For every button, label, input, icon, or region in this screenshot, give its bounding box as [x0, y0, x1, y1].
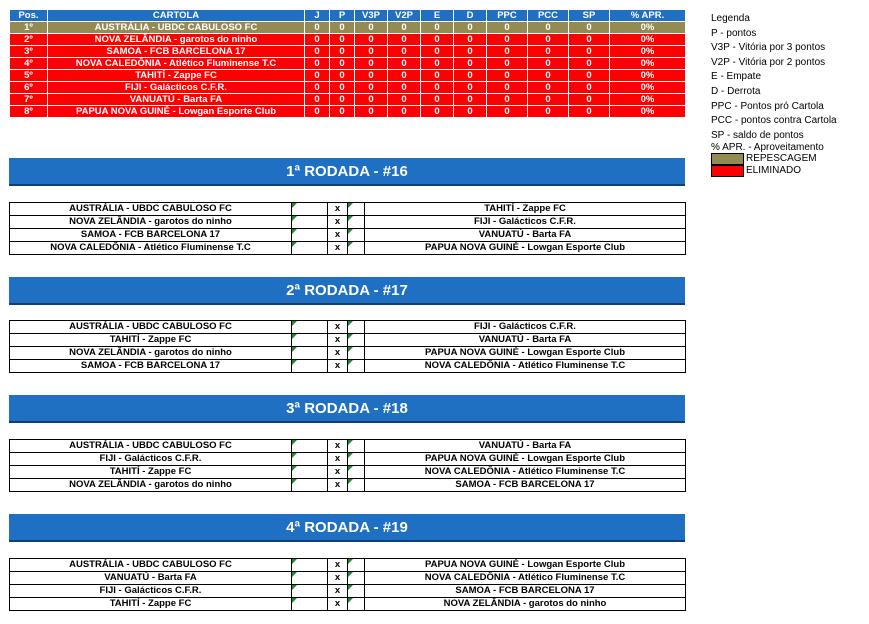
- versus-label: x: [328, 360, 348, 373]
- home-team: AUSTRÁLIA - UBDC CABULOSO FC: [10, 559, 292, 572]
- standings-row: [10, 70, 686, 82]
- versus-label: x: [328, 321, 348, 334]
- standings-cell-apr: 0%: [610, 94, 686, 106]
- standings-cell-apr: 0%: [610, 58, 686, 70]
- round-banner: 3ª RODADA - #18: [9, 395, 685, 423]
- versus-label: x: [328, 440, 348, 453]
- standings-cell-team: SAMOA - FCB BARCELONA 17: [48, 46, 305, 58]
- match-row: [10, 466, 686, 479]
- legend-eliminado: [711, 165, 837, 177]
- standings-cell-sp: 0: [569, 106, 610, 118]
- standings-cell-e: 0: [421, 70, 454, 82]
- away-score-input[interactable]: [348, 453, 365, 466]
- standings-cell-pcc: 0: [528, 58, 569, 70]
- standings-cell-pcc: 0: [528, 70, 569, 82]
- standings-cell-ppc: 0: [487, 34, 528, 46]
- away-score-input[interactable]: [348, 466, 365, 479]
- away-score-input[interactable]: [348, 572, 365, 585]
- standings-cell-team: VANUATÚ - Barta FA: [48, 94, 305, 106]
- home-team: NOVA ZELÂNDIA - garotos do ninho: [10, 216, 292, 229]
- standings-cell-j: 0: [305, 58, 330, 70]
- standings-cell-team: TAHITÍ - Zappe FC: [48, 70, 305, 82]
- standings-cell-v3p: 0: [355, 82, 388, 94]
- home-score-input[interactable]: [292, 216, 328, 229]
- home-score-input[interactable]: [292, 321, 328, 334]
- standings-cell-p: 0: [330, 70, 355, 82]
- match-row: [10, 440, 686, 453]
- standings-row: [10, 106, 686, 118]
- standings-cell-ppc: 0: [487, 22, 528, 34]
- standings-cell-team: FIJI - Galácticos C.F.R.: [48, 82, 305, 94]
- header-ppc: PPC: [487, 10, 528, 22]
- legend-title: Legenda: [711, 13, 750, 24]
- standings-cell-j: 0: [305, 70, 330, 82]
- matches-table: [9, 320, 686, 373]
- standings-cell-j: 0: [305, 106, 330, 118]
- standings-cell-apr: 0%: [610, 70, 686, 82]
- home-team: NOVA CALEDÔNIA - Atlético Fluminense T.C: [10, 242, 292, 255]
- header-p: P: [330, 10, 355, 22]
- versus-label: x: [328, 229, 348, 242]
- standings-cell-j: 0: [305, 22, 330, 34]
- away-team: VANUATÚ - Barta FA: [365, 229, 686, 242]
- standings-row: [10, 34, 686, 46]
- versus-label: x: [328, 203, 348, 216]
- match-row: [10, 229, 686, 242]
- home-score-input[interactable]: [292, 598, 328, 611]
- standings-cell-p: 0: [330, 82, 355, 94]
- away-score-input[interactable]: [348, 203, 365, 216]
- standings-cell-apr: 0%: [610, 106, 686, 118]
- match-row: [10, 334, 686, 347]
- standings-cell-j: 0: [305, 46, 330, 58]
- home-team: TAHITÍ - Zappe FC: [10, 466, 292, 479]
- standings-cell-p: 0: [330, 34, 355, 46]
- header-pos: Pos.: [10, 10, 48, 22]
- standings-header-row: [10, 10, 686, 22]
- matches-table: [9, 439, 686, 492]
- standings-cell-v2p: 0: [388, 22, 421, 34]
- standings-cell-pos: 6º: [10, 82, 48, 94]
- home-team: TAHITÍ - Zappe FC: [10, 598, 292, 611]
- legend-item: E - Empate: [711, 71, 762, 83]
- home-score-input[interactable]: [292, 334, 328, 347]
- standings-cell-v3p: 0: [355, 70, 388, 82]
- match-row: [10, 559, 686, 572]
- standings-cell-p: 0: [330, 46, 355, 58]
- away-team: TAHITÍ - Zappe FC: [365, 203, 686, 216]
- standings-cell-pos: 7º: [10, 94, 48, 106]
- header-sp: SP: [569, 10, 610, 22]
- home-score-input[interactable]: [292, 440, 328, 453]
- standings-cell-v3p: 0: [355, 58, 388, 70]
- standings-cell-d: 0: [454, 46, 487, 58]
- standings-cell-pos: 5º: [10, 70, 48, 82]
- standings-cell-v2p: 0: [388, 46, 421, 58]
- standings-cell-p: 0: [330, 22, 355, 34]
- standings-cell-pcc: 0: [528, 34, 569, 46]
- away-team: PAPUA NOVA GUINÉ - Lowgan Esporte Club: [365, 453, 686, 466]
- legend-item: V2P - Vitória por 2 pontos: [711, 56, 826, 68]
- standings-cell-sp: 0: [569, 46, 610, 58]
- away-team: VANUATÚ - Barta FA: [365, 440, 686, 453]
- standings-cell-d: 0: [454, 34, 487, 46]
- home-score-input[interactable]: [292, 229, 328, 242]
- versus-label: x: [328, 559, 348, 572]
- standings-row: [10, 82, 686, 94]
- versus-label: x: [328, 585, 348, 598]
- standings-cell-pos: 3º: [10, 46, 48, 58]
- match-row: [10, 453, 686, 466]
- legend-item: % APR. - Aproveitamento: [711, 142, 824, 154]
- away-score-input[interactable]: [348, 479, 365, 492]
- away-score-input[interactable]: [348, 598, 365, 611]
- standings-cell-apr: 0%: [610, 34, 686, 46]
- away-score-input[interactable]: [348, 360, 365, 373]
- standings-cell-j: 0: [305, 34, 330, 46]
- eliminado-swatch: [711, 165, 744, 177]
- away-team: SAMOA - FCB BARCELONA 17: [365, 479, 686, 492]
- legend-repescagem: [711, 153, 837, 165]
- away-team: PAPUA NOVA GUINÉ - Lowgan Esporte Club: [365, 242, 686, 255]
- standings-cell-j: 0: [305, 82, 330, 94]
- standings-cell-v2p: 0: [388, 58, 421, 70]
- away-team: PAPUA NOVA GUINÉ - Lowgan Esporte Club: [365, 559, 686, 572]
- home-team: SAMOA - FCB BARCELONA 17: [10, 360, 292, 373]
- away-team: PAPUA NOVA GUINÉ - Lowgan Esporte Club: [365, 347, 686, 360]
- round-banner: 2ª RODADA - #17: [9, 277, 685, 305]
- standings-cell-e: 0: [421, 58, 454, 70]
- standings-cell-pos: 1º: [10, 22, 48, 34]
- standings-cell-sp: 0: [569, 22, 610, 34]
- versus-label: x: [328, 347, 348, 360]
- home-team: NOVA ZELÂNDIA - garotos do ninho: [10, 347, 292, 360]
- standings-cell-sp: 0: [569, 58, 610, 70]
- home-score-input[interactable]: [292, 466, 328, 479]
- standings-cell-p: 0: [330, 58, 355, 70]
- away-score-input[interactable]: [348, 321, 365, 334]
- versus-label: x: [328, 242, 348, 255]
- standings-cell-ppc: 0: [487, 94, 528, 106]
- standings-cell-v2p: 0: [388, 82, 421, 94]
- legend: [711, 12, 837, 177]
- standings-cell-ppc: 0: [487, 46, 528, 58]
- away-score-input[interactable]: [348, 334, 365, 347]
- home-team: AUSTRÁLIA - UBDC CABULOSO FC: [10, 203, 292, 216]
- match-row: [10, 203, 686, 216]
- standings-cell-team: NOVA CALEDÔNIA - Atlético Fluminense T.C: [48, 58, 305, 70]
- home-team: SAMOA - FCB BARCELONA 17: [10, 229, 292, 242]
- standings-cell-d: 0: [454, 94, 487, 106]
- versus-label: x: [328, 466, 348, 479]
- header-apr: % APR.: [610, 10, 686, 22]
- standings-cell-p: 0: [330, 94, 355, 106]
- home-team: VANUATÚ - Barta FA: [10, 572, 292, 585]
- matches-table: [9, 558, 686, 611]
- repescagem-label: REPESCAGEM: [746, 153, 817, 165]
- header-v2p: V2P: [388, 10, 421, 22]
- standings-cell-e: 0: [421, 34, 454, 46]
- home-score-input[interactable]: [292, 559, 328, 572]
- legend-item: P - pontos: [711, 27, 757, 39]
- match-row: [10, 347, 686, 360]
- home-team: NOVA ZELÂNDIA - garotos do ninho: [10, 479, 292, 492]
- standings-cell-e: 0: [421, 106, 454, 118]
- versus-label: x: [328, 453, 348, 466]
- standings-cell-v3p: 0: [355, 46, 388, 58]
- legend-item: PPC - Pontos pró Cartola: [711, 100, 824, 112]
- header-j: J: [305, 10, 330, 22]
- standings-cell-ppc: 0: [487, 58, 528, 70]
- standings-cell-sp: 0: [569, 34, 610, 46]
- home-team: AUSTRÁLIA - UBDC CABULOSO FC: [10, 321, 292, 334]
- legend-item: PCC - pontos contra Cartola: [711, 115, 837, 127]
- away-team: FIJI - Galácticos C.F.R.: [365, 216, 686, 229]
- home-team: AUSTRÁLIA - UBDC CABULOSO FC: [10, 440, 292, 453]
- home-score-input[interactable]: [292, 242, 328, 255]
- away-score-input[interactable]: [348, 242, 365, 255]
- standings-cell-apr: 0%: [610, 22, 686, 34]
- home-score-input[interactable]: [292, 572, 328, 585]
- standings-cell-e: 0: [421, 46, 454, 58]
- away-team: NOVA ZELÂNDIA - garotos do ninho: [365, 598, 686, 611]
- standings-table: [9, 9, 686, 118]
- standings-row: [10, 22, 686, 34]
- standings-cell-pcc: 0: [528, 82, 569, 94]
- standings-cell-pos: 2º: [10, 34, 48, 46]
- header-v3p: V3P: [355, 10, 388, 22]
- standings-cell-v3p: 0: [355, 22, 388, 34]
- home-score-input[interactable]: [292, 360, 328, 373]
- standings-cell-pcc: 0: [528, 46, 569, 58]
- standings-cell-v2p: 0: [388, 106, 421, 118]
- header-cartola: CARTOLA: [48, 10, 305, 22]
- away-score-input[interactable]: [348, 559, 365, 572]
- standings-cell-pos: 4º: [10, 58, 48, 70]
- round-banner: 4ª RODADA - #19: [9, 514, 685, 542]
- standings-cell-pos: 8º: [10, 106, 48, 118]
- standings-cell-sp: 0: [569, 70, 610, 82]
- standings-cell-apr: 0%: [610, 46, 686, 58]
- standings-cell-sp: 0: [569, 94, 610, 106]
- away-score-input[interactable]: [348, 440, 365, 453]
- standings-cell-e: 0: [421, 22, 454, 34]
- versus-label: x: [328, 479, 348, 492]
- standings-cell-v2p: 0: [388, 34, 421, 46]
- standings-cell-v3p: 0: [355, 94, 388, 106]
- standings-cell-pcc: 0: [528, 94, 569, 106]
- standings-row: [10, 94, 686, 106]
- standings-cell-sp: 0: [569, 82, 610, 94]
- home-team: TAHITÍ - Zappe FC: [10, 334, 292, 347]
- legend-item: V3P - Vitória por 3 pontos: [711, 42, 826, 54]
- matches-table: [9, 202, 686, 255]
- header-pcc: PCC: [528, 10, 569, 22]
- standings-cell-e: 0: [421, 94, 454, 106]
- home-score-input[interactable]: [292, 585, 328, 598]
- match-row: [10, 598, 686, 611]
- away-team: FIJI - Galácticos C.F.R.: [365, 321, 686, 334]
- away-team: NOVA CALEDÔNIA - Atlético Fluminense T.C: [365, 360, 686, 373]
- header-e: E: [421, 10, 454, 22]
- eliminado-label: ELIMINADO: [746, 165, 802, 177]
- versus-label: x: [328, 572, 348, 585]
- match-row: [10, 360, 686, 373]
- home-team: FIJI - Galácticos C.F.R.: [10, 453, 292, 466]
- standings-cell-e: 0: [421, 82, 454, 94]
- away-team: VANUATÚ - Barta FA: [365, 334, 686, 347]
- standings-cell-v2p: 0: [388, 70, 421, 82]
- standings-cell-v3p: 0: [355, 34, 388, 46]
- versus-label: x: [328, 598, 348, 611]
- legend-item: D - Derrota: [711, 85, 761, 97]
- away-team: NOVA CALEDÔNIA - Atlético Fluminense T.C: [365, 466, 686, 479]
- away-score-input[interactable]: [348, 347, 365, 360]
- standings-cell-d: 0: [454, 22, 487, 34]
- away-team: NOVA CALEDÔNIA - Atlético Fluminense T.C: [365, 572, 686, 585]
- standings-cell-pcc: 0: [528, 106, 569, 118]
- versus-label: x: [328, 334, 348, 347]
- round-banner: 1ª RODADA - #16: [9, 158, 685, 186]
- standings-row: [10, 58, 686, 70]
- repescagem-swatch: [711, 153, 744, 165]
- away-team: SAMOA - FCB BARCELONA 17: [365, 585, 686, 598]
- standings-cell-d: 0: [454, 70, 487, 82]
- home-team: FIJI - Galácticos C.F.R.: [10, 585, 292, 598]
- home-score-input[interactable]: [292, 453, 328, 466]
- standings-cell-apr: 0%: [610, 82, 686, 94]
- standings-cell-j: 0: [305, 94, 330, 106]
- header-d: D: [454, 10, 487, 22]
- away-score-input[interactable]: [348, 216, 365, 229]
- home-score-input[interactable]: [292, 203, 328, 216]
- standings-cell-pcc: 0: [528, 22, 569, 34]
- standings-cell-ppc: 0: [487, 82, 528, 94]
- match-row: [10, 572, 686, 585]
- match-row: [10, 479, 686, 492]
- standings-cell-d: 0: [454, 58, 487, 70]
- home-score-input[interactable]: [292, 479, 328, 492]
- standings-cell-ppc: 0: [487, 70, 528, 82]
- away-score-input[interactable]: [348, 229, 365, 242]
- standings-cell-ppc: 0: [487, 106, 528, 118]
- match-row: [10, 216, 686, 229]
- standings-cell-d: 0: [454, 82, 487, 94]
- standings-cell-team: AUSTRÁLIA - UBDC CABULOSO FC: [48, 22, 305, 34]
- home-score-input[interactable]: [292, 347, 328, 360]
- versus-label: x: [328, 216, 348, 229]
- legend-item: SP - saldo de pontos: [711, 129, 804, 141]
- standings-cell-v2p: 0: [388, 94, 421, 106]
- match-row: [10, 321, 686, 334]
- match-row: [10, 585, 686, 598]
- standings-cell-p: 0: [330, 106, 355, 118]
- standings-cell-team: NOVA ZELÂNDIA - garotos do ninho: [48, 34, 305, 46]
- away-score-input[interactable]: [348, 585, 365, 598]
- standings-cell-v3p: 0: [355, 106, 388, 118]
- standings-cell-d: 0: [454, 106, 487, 118]
- standings-cell-team: PAPUA NOVA GUINÉ - Lowgan Esporte Club: [48, 106, 305, 118]
- standings-row: [10, 46, 686, 58]
- match-row: [10, 242, 686, 255]
